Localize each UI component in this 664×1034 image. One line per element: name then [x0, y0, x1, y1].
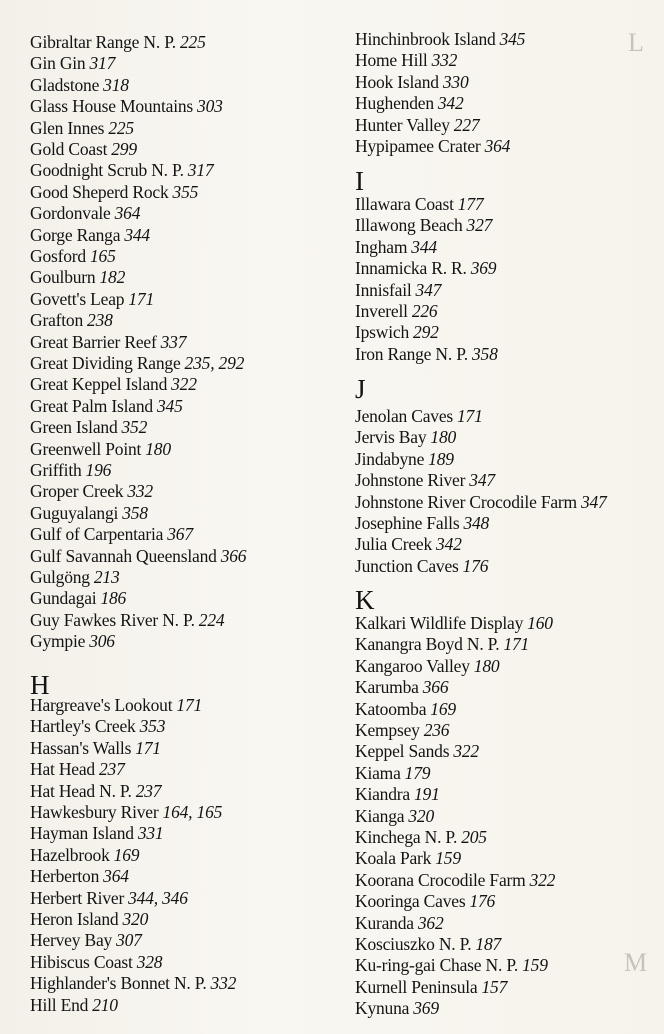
index-entry: [355, 870, 555, 891]
entry-name: Josephine Falls: [355, 513, 460, 533]
entry-pages: 237: [98, 759, 125, 780]
entry-pages: 169: [430, 698, 456, 719]
entry-name: Great Keppel Island: [30, 374, 168, 395]
index-entry: [355, 677, 448, 698]
index-entry: [30, 588, 126, 609]
entry-name: Gundagai: [30, 588, 97, 609]
index-entry: [30, 866, 129, 887]
index-entry: [30, 225, 150, 246]
index-entry: [355, 301, 437, 322]
index-entry: [30, 332, 186, 353]
entry-pages: 330: [442, 71, 469, 92]
next-page-letter-m: M: [624, 948, 648, 977]
entry-name: Gulgöng: [30, 567, 90, 587]
index-entry: [30, 716, 165, 737]
entry-name: Great Palm Island: [30, 395, 153, 416]
index-entry: [355, 720, 449, 741]
entry-name: Kynuna: [355, 998, 410, 1019]
entry-pages: 332: [431, 50, 458, 71]
index-entry: [30, 32, 206, 53]
entry-name: Gold Coast: [30, 139, 108, 159]
entry-pages: 186: [100, 588, 127, 609]
index-entry: [30, 524, 193, 545]
index-entry: [355, 784, 440, 805]
index-entry: [355, 427, 456, 448]
index-entry: [30, 759, 125, 780]
entry-pages: 317: [187, 160, 214, 181]
entry-name: Hat Head N. P.: [30, 780, 132, 801]
entry-pages: 182: [99, 267, 126, 288]
entry-name: Ipswich: [355, 322, 410, 343]
entry-name: Jervis Bay: [355, 427, 427, 448]
index-entry: [355, 406, 483, 427]
entry-pages: 347: [415, 279, 442, 300]
entry-name: Jenolan Caves: [355, 406, 453, 426]
index-entry: [355, 656, 499, 677]
entry-pages: 235, 292: [184, 353, 245, 373]
index-entry: [30, 610, 224, 631]
entry-name: Kosciuszko N. P.: [355, 934, 472, 954]
entry-pages: 187: [475, 934, 502, 954]
entry-pages: 179: [404, 762, 431, 783]
entry-name: Hassan's Walls: [30, 737, 132, 758]
entry-name: Hawkesbury River: [30, 802, 159, 822]
entry-name: Great Barrier Reef: [30, 331, 157, 352]
entry-pages: 366: [220, 545, 247, 566]
index-entry: [355, 449, 454, 470]
entry-pages: 165: [89, 246, 116, 266]
entry-name: Hargreave's Lookout: [30, 695, 173, 715]
index-entry: [355, 513, 489, 534]
entry-pages: 337: [160, 331, 187, 352]
entry-name: Guguyalangi: [30, 502, 119, 523]
index-entry: [30, 460, 111, 481]
index-entry: [355, 280, 441, 301]
entry-name: Karumba: [355, 677, 419, 698]
entry-name: Innisfail: [355, 279, 412, 300]
index-entry: [355, 258, 496, 279]
index-entry: [30, 952, 162, 973]
entry-pages: 176: [469, 891, 496, 912]
index-entry: [355, 699, 456, 720]
index-entry: [355, 955, 548, 976]
index-entry: [355, 741, 479, 762]
entry-pages: 226: [411, 301, 438, 321]
entry-name: Kinchega N. P.: [355, 827, 458, 847]
entry-pages: 358: [471, 343, 498, 364]
entry-name: Good Sheperd Rock: [30, 181, 169, 202]
index-entry: [355, 913, 444, 934]
index-entry: [30, 374, 197, 395]
entry-name: Green Island: [30, 417, 118, 438]
index-entry: [355, 998, 439, 1019]
entry-name: Hayman Island: [30, 823, 134, 844]
entry-pages: 176: [462, 555, 489, 576]
entry-name: Ku-ring-gai Chase N. P.: [355, 955, 519, 976]
entry-pages: 320: [122, 909, 149, 929]
entry-name: Kiama: [355, 762, 401, 783]
entry-pages: 364: [484, 136, 511, 156]
entry-pages: 345: [156, 395, 183, 416]
index-entry: [355, 806, 434, 827]
entry-pages: 355: [172, 181, 199, 202]
entry-name: Gulf Savannah Queensland: [30, 545, 217, 566]
index-entry: [30, 930, 142, 951]
entry-pages: 367: [167, 524, 193, 545]
entry-pages: 160: [527, 613, 553, 633]
entry-name: Heron Island: [30, 909, 119, 929]
entry-pages: 344: [411, 236, 437, 257]
index-entry: [30, 118, 134, 139]
entry-name: Hibiscus Coast: [30, 951, 133, 972]
entry-name: Highlander's Bonnet N. P.: [30, 973, 207, 994]
entry-pages: 189: [428, 448, 454, 469]
entry-name: Julia Creek: [355, 534, 433, 555]
index-entry: [355, 556, 488, 577]
entry-pages: 322: [171, 374, 197, 395]
entry-pages: 224: [198, 609, 225, 630]
entry-name: Gulf of Carpentaria: [30, 524, 164, 545]
entry-name: Greenwell Point: [30, 438, 142, 459]
index-entry: [30, 888, 188, 909]
entry-pages: 171: [176, 695, 203, 715]
index-entry: [30, 417, 147, 438]
index-entry: [30, 503, 148, 524]
entry-pages: 322: [453, 741, 479, 762]
entry-name: Guy Fawkes River N. P.: [30, 609, 195, 630]
index-entry: [30, 695, 202, 716]
entry-name: Hughenden: [355, 93, 434, 114]
section-letter-h: H: [30, 670, 50, 700]
section-letter-j: J: [355, 374, 366, 404]
entry-pages: 157: [481, 976, 508, 997]
index-entry: [355, 215, 492, 236]
entry-name: Hartley's Creek: [30, 716, 136, 737]
index-entry: [355, 891, 495, 912]
entry-name: Jindabyne: [355, 448, 425, 469]
entry-name: Illawong Beach: [355, 215, 463, 236]
entry-name: Koala Park: [355, 848, 432, 869]
entry-name: Junction Caves: [355, 555, 459, 576]
entry-name: Hat Head: [30, 759, 95, 780]
entry-pages: 331: [137, 823, 164, 844]
entry-name: Kalkari Wildlife Display: [355, 613, 524, 633]
entry-pages: 169: [113, 844, 140, 865]
entry-name: Kempsey: [355, 720, 420, 740]
entry-pages: 352: [121, 417, 148, 438]
index-entry: [30, 246, 116, 267]
entry-name: Johnstone River: [355, 470, 466, 491]
index-entry: [30, 160, 213, 181]
entry-pages: 358: [122, 502, 148, 523]
entry-pages: 364: [103, 866, 129, 887]
index-entry: [30, 139, 137, 160]
entry-pages: 342: [437, 93, 464, 114]
index-entry: [355, 194, 483, 215]
index-entry: [355, 613, 553, 634]
entry-name: Great Dividing Range: [30, 353, 181, 373]
entry-pages: 238: [87, 310, 113, 331]
index-entry: [30, 267, 125, 288]
index-entry: [30, 802, 222, 823]
entry-pages: 159: [522, 955, 548, 976]
entry-pages: 225: [179, 32, 206, 52]
entry-pages: 236: [423, 720, 450, 740]
entry-pages: 180: [430, 427, 457, 448]
index-entry: [30, 481, 153, 502]
entry-pages: 366: [422, 677, 449, 698]
entry-pages: 369: [413, 998, 439, 1019]
entry-pages: 320: [408, 805, 434, 826]
entry-pages: 180: [473, 655, 500, 676]
index-entry: [30, 182, 198, 203]
entry-name: Illawara Coast: [355, 194, 454, 214]
entry-name: Goulburn: [30, 267, 96, 288]
index-entry: [355, 29, 525, 50]
entry-pages: 369: [470, 258, 497, 279]
entry-name: Herberton: [30, 866, 100, 887]
index-entry: [30, 973, 236, 994]
entry-pages: 180: [145, 438, 171, 459]
entry-name: Hook Island: [355, 71, 439, 92]
entry-name: Koorana Crocodile Farm: [355, 869, 526, 890]
entry-pages: 196: [85, 460, 112, 480]
entry-pages: 307: [116, 930, 142, 951]
entry-name: Kanangra Boyd N. P.: [355, 634, 500, 655]
entry-name: Innamicka R. R.: [355, 258, 467, 279]
entry-name: Groper Creek: [30, 481, 124, 502]
entry-name: Hazelbrook: [30, 844, 110, 865]
index-entry: [355, 470, 495, 491]
entry-pages: 159: [435, 848, 461, 869]
entry-name: Home Hill: [355, 50, 428, 71]
index-entry: [30, 738, 161, 759]
index-entry: [355, 848, 461, 869]
entry-name: Gosford: [30, 246, 86, 266]
entry-name: Kuranda: [355, 912, 414, 933]
entry-pages: 348: [463, 513, 490, 533]
entry-name: Gin Gin: [30, 53, 86, 74]
index-entry: [30, 439, 171, 460]
entry-pages: 237: [135, 780, 162, 801]
index-entry: [355, 136, 510, 157]
index-entry: [30, 53, 115, 74]
entry-pages: 332: [127, 481, 153, 502]
entry-pages: 225: [108, 117, 134, 138]
entry-name: Goodnight Scrub N. P.: [30, 160, 184, 181]
entry-name: Kianga: [355, 805, 405, 826]
index-entry: [30, 845, 139, 866]
index-entry: [355, 93, 464, 114]
entry-pages: 205: [461, 827, 487, 847]
entry-name: Griffith: [30, 460, 82, 480]
entry-name: Johnstone River Crocodile Farm: [355, 491, 577, 512]
entry-pages: 328: [136, 951, 163, 972]
index-entry: [30, 396, 183, 417]
entry-pages: 306: [89, 631, 115, 652]
entry-pages: 344: [124, 224, 150, 245]
entry-pages: 344, 346: [128, 887, 188, 908]
entry-pages: 317: [89, 53, 116, 74]
entry-name: Hypipamee Crater: [355, 136, 481, 156]
index-entry: [355, 237, 437, 258]
entry-name: Hunter Valley: [355, 114, 450, 135]
entry-name: Herbert River: [30, 887, 125, 908]
entry-pages: 353: [139, 716, 166, 737]
index-entry: [30, 781, 161, 802]
index-entry: [355, 934, 501, 955]
entry-name: Gladstone: [30, 74, 100, 95]
entry-name: Kiandra: [355, 784, 410, 805]
entry-pages: 171: [503, 634, 530, 655]
entry-name: Ingham: [355, 236, 408, 257]
entry-name: Katoomba: [355, 698, 427, 719]
entry-name: Gibraltar Range N. P.: [30, 32, 176, 52]
index-entry: [30, 289, 154, 310]
entry-pages: 332: [210, 973, 237, 994]
index-entry: [355, 115, 479, 136]
index-entry: [30, 96, 223, 117]
section-letter-k: K: [355, 585, 375, 615]
entry-pages: 342: [436, 534, 462, 555]
entry-pages: 213: [93, 567, 120, 587]
index-entry: [355, 763, 430, 784]
entry-pages: 171: [135, 737, 161, 758]
next-page-letter-l: L: [628, 28, 644, 57]
entry-pages: 171: [128, 288, 154, 309]
entry-name: Glen Innes: [30, 117, 105, 138]
entry-pages: 347: [580, 491, 607, 512]
index-entry: [355, 977, 507, 998]
entry-name: Gordonvale: [30, 203, 111, 224]
entry-name: Gorge Ranga: [30, 224, 121, 245]
entry-pages: 164, 165: [162, 802, 223, 822]
entry-pages: 347: [469, 470, 495, 491]
index-entry: [355, 634, 529, 655]
entry-name: Govett's Leap: [30, 288, 125, 309]
index-entry: [355, 827, 487, 848]
entry-pages: 177: [457, 194, 484, 214]
index-entry: [355, 50, 457, 71]
entry-pages: 227: [453, 114, 480, 135]
index-entry: [30, 631, 115, 652]
entry-name: Hill End: [30, 994, 89, 1015]
entry-name: Kurnell Peninsula: [355, 976, 478, 997]
index-entry: [30, 203, 140, 224]
entry-pages: 362: [417, 912, 444, 933]
entry-pages: 322: [529, 869, 556, 890]
index-entry: [30, 353, 244, 374]
entry-name: Gympie: [30, 631, 86, 652]
entry-name: Kooringa Caves: [355, 891, 466, 912]
entry-pages: 364: [114, 203, 141, 224]
entry-pages: 303: [197, 96, 223, 117]
index-entry: [30, 567, 120, 588]
entry-pages: 327: [466, 215, 493, 236]
section-letter-i: I: [355, 166, 364, 196]
index-entry: [355, 72, 469, 93]
entry-pages: 318: [103, 74, 129, 95]
entry-pages: 299: [111, 139, 137, 159]
entry-pages: 210: [92, 994, 118, 1015]
index-entry: [30, 75, 129, 96]
entry-pages: 171: [457, 406, 483, 426]
entry-name: Inverell: [355, 301, 408, 321]
entry-pages: 191: [413, 784, 440, 805]
entry-name: Keppel Sands: [355, 741, 450, 762]
entry-name: Grafton: [30, 310, 84, 331]
entry-pages: 292: [413, 322, 439, 343]
index-entry: [30, 909, 148, 930]
index-entry: [355, 344, 498, 365]
index-entry: [355, 322, 439, 343]
index-entry: [355, 492, 607, 513]
index-entry: [30, 995, 118, 1016]
index-entry: [30, 310, 113, 331]
entry-pages: 345: [499, 29, 526, 49]
entry-name: Kangaroo Valley: [355, 655, 470, 676]
index-entry: [355, 534, 462, 555]
entry-name: Iron Range N. P.: [355, 343, 468, 364]
index-entry: [30, 823, 163, 844]
entry-name: Glass House Mountains: [30, 96, 194, 117]
entry-name: Hinchinbrook Island: [355, 29, 496, 49]
index-entry: [30, 546, 246, 567]
entry-name: Hervey Bay: [30, 930, 113, 951]
